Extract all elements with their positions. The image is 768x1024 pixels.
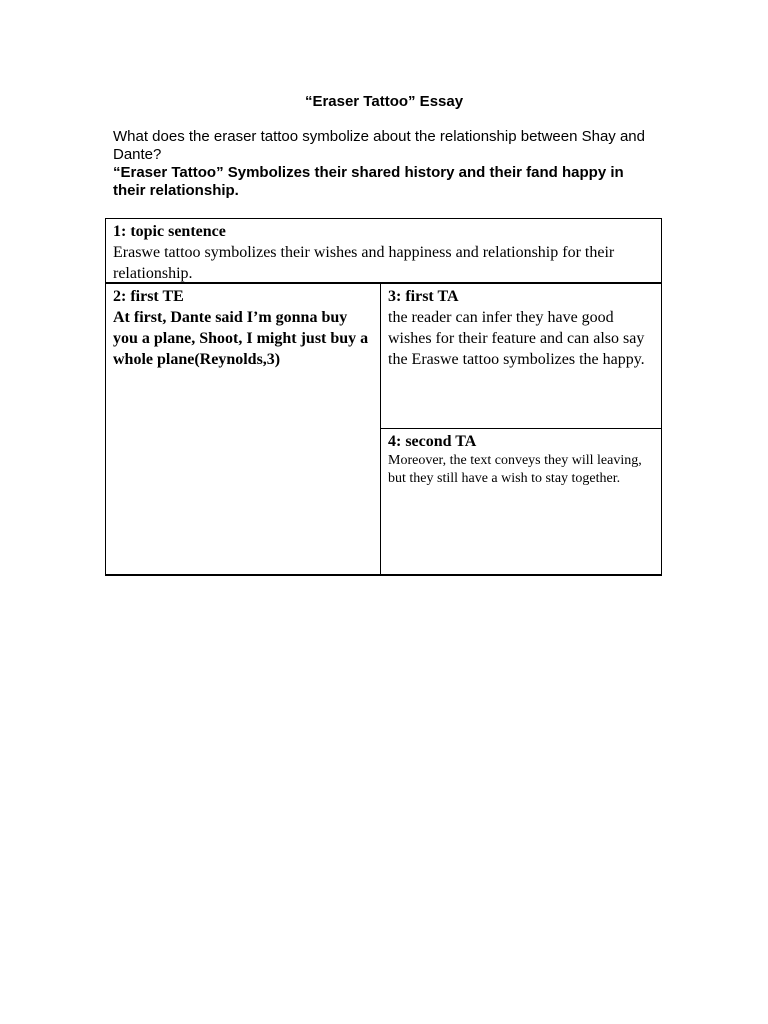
essay-question: What does the eraser tattoo symbolize about the relationship between Shay and Dante? xyxy=(113,128,645,163)
first-te-label: 2: first TE xyxy=(113,288,184,305)
topic-sentence-text: Eraswe tattoo symbolizes their wishes and happiness and relationship for their relationship. xyxy=(113,244,615,282)
first-ta-label: 3: first TA xyxy=(388,288,459,305)
second-ta-label: 4: second TA xyxy=(388,433,477,450)
first-ta-cell xyxy=(380,282,662,429)
essay-outline-table xyxy=(105,218,662,576)
second-ta-text: Moreover, the text conveys they will leaving, but they still have a wish to stay together. xyxy=(388,453,642,486)
first-te-text: At first, Dante said I’m gonna buy you a plane, Shoot, I might just buy a whole plane(Reynolds,3) xyxy=(113,309,369,368)
second-ta-cell xyxy=(380,428,662,576)
thesis-statement: “Eraser Tattoo” Symbolizes their shared history and their fand happy in their relationship. xyxy=(113,164,624,199)
topic-sentence-cell xyxy=(105,218,662,283)
topic-sentence-label: 1: topic sentence xyxy=(113,223,226,240)
first-ta-text: the reader can infer they have good wishes for their feature and can also say the Eraswe tattoo symbolizes the happy. xyxy=(388,309,645,368)
document-title: “Eraser Tattoo” Essay xyxy=(304,93,464,110)
first-te-cell xyxy=(105,282,381,576)
